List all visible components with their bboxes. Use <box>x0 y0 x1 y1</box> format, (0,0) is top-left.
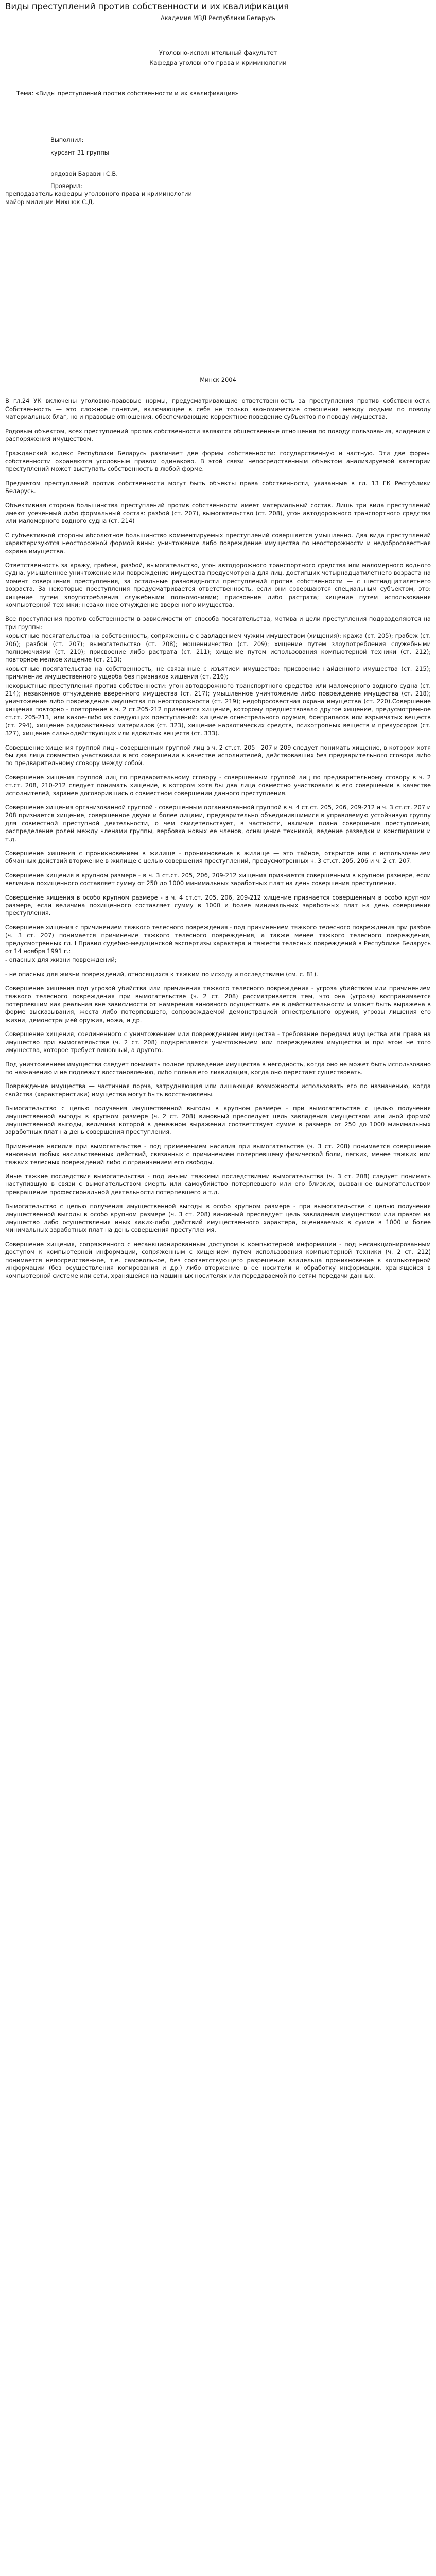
document-body <box>5 397 431 1280</box>
body-paragraph: Предметом преступлений против собственности могут быть объекты права собственности, указанные в гл. 13 ГК Республики Беларусь. <box>5 479 431 495</box>
body-paragraph: Совершение хищения, соединенного с уничтожением или повреждением имущества - требование передачи имущества или права на имущество при вымогательстве (ч. 2 ст. 208) подкрепляется уничтожением или повреждением имущества и при этом не того имущества, которое требует виновный, а другого. <box>5 1030 431 1054</box>
body-paragraph: Совершение хищения с причинением тяжкого телесного повреждения - под причинением тяжкого телесного повреждения при разбое (ч. 3 ст. 207) понимается причинение тяжкого телесного повреждения, а также менее тяжкого телесного повреждения, предусмотренных гл. I Правил судебно-медицинской экспертизы характера и тяжести телесных повреждений в Республике Беларусь от 14 ноября 1991 г.: <box>5 923 431 955</box>
checker-name: майор милиции Михнюк С.Д. <box>5 198 95 206</box>
body-paragraph: Совершение хищения с проникновением в жилище - проникновение в жилище — это тайное, открытое или с использованием обманных действий вторжение в жилище с целью совершения преступлений, предусмотренных ч. 3 ст.ст. 205, 206 и ч. 2 ст. 207. <box>5 849 431 865</box>
city-year: Минск 2004 <box>200 376 236 384</box>
body-paragraph: Под уничтожением имущества следует понимать полное приведение имущества в негодность, когда оно не может быть использовано по назначению и не подлежит восстановлению, либо полная его ликвидация, когда оно перестает существовать. <box>5 1060 431 1076</box>
body-paragraph: некорыстные преступления против собственности: угон автодорожного транспортного средства или маломерного водного судна (ст. 214); незаконное отчуждение вверенного имущества (ст. 217); умышленное уничтожение либо повреждение имущества (ст. 218); уничтожение либо повреждение имущества по неосторожности (ст. 219); недобросовестная охрана имущества (ст. 220).Совершение хищения повторно - повторение в ч. 2 ст.205-212 признается хищение, которому предшествовало другое хищение, предусмотренное ст.ст. 205-213, или какое-либо из следующих преступлений: хищение огнестрельного оружия, боеприпасов или взрывчатых веществ (ст. 294), хищение радиоактивных материалов (ст. 323), хищение наркотических средств, психотропных веществ и прекурсоров (ст. 327), хищение сильнодействующих или ядовитых веществ (ст. 333). <box>5 682 431 737</box>
body-paragraph: Иные тяжкие последствия вымогательства - под иными тяжкими последствиями вымогательства (ч. 3 ст. 208) следует понимать наступившую в связи с вымогательством смерть или самоубийство потерпевшего или его близких, вызванное вымогательством прекращение профессиональной деятельности потерпевшего и т.д. <box>5 1172 431 1196</box>
body-paragraph: Гражданский кодекс Республики Беларусь различает две формы собственности: государственную и частную. Эти две формы собственности охраняются уголовным правом одинаково. В этой связи непосредственным объектом анализируемой категории преступлений может выступать собственность в любой форме. <box>5 449 431 473</box>
body-paragraph: Совершение хищения организованной группой - совершенным организованной группой в ч. 4 ст.ст. 205, 206, 209-212 и ч. 3 ст.ст. 207 и 208 признается хищение, совершенное двумя и более лицами, предварительно объединившимися в управляемую устойчивую группу для совместной преступной деятельности, о чем свидетельствует, в частности, наличие плана совершения преступления, распределение ролей между членами группы, вербовка новых ее членов, оснащение техникой, ведение разведки и конспирации и т.д. <box>5 803 431 843</box>
checker-position: преподаватель кафедры уголовного права и криминологии <box>5 190 192 198</box>
body-paragraph: Применение насилия при вымогательстве - под применением насилия при вымогательстве (ч. 3 ст. 208) понимается совершение виновным любых насильственных действий, связанных с причинением потерпевшему физической боли, легких, менее тяжких или тяжких телесных повреждений либо с ограничением его свободы. <box>5 1142 431 1166</box>
body-paragraph: Родовым объектом, всех преступлений против собственности являются общественные отношения по поводу пользования, владения и распоряжения имуществом. <box>5 427 431 443</box>
faculty-name: Уголовно-исполнительный факультет <box>159 49 277 57</box>
body-paragraph: Повреждение имущества — частичная порча, затрудняющая или лишающая возможности использовать его по назначению, когда свойства (характеристики) имущества могут быть восстановлены. <box>5 1082 431 1098</box>
checked-label: Проверил: <box>50 182 83 190</box>
body-paragraph: корыстные посягательства на собственность, сопряженные с завладением чужим имуществом (хищения): кража (ст. 205); грабеж (ст. 206); разбой (ст. 207); вымогательство (ст. 208); мошенничество (ст. 209); хищение путем злоупотребления служебными полномочиями (ст. 210); присвоение либо растрата (ст. 211); хищение путем использования компьютерной техники (ст. 212); повторное мелкое хищение (ст. 213); <box>5 632 431 664</box>
body-paragraph: Ответственность за кражу, грабеж, разбой, вымогательство, угон автодорожного транспортного средства или маломерного водного судна, умышленное уничтожение или повреждение имущества предусмотрена для лиц, достигших четырнадцатилетнего возраста на момент совершения преступления, за остальные разновидности преступлений против собственности — с шестнадцатилетнего возраста. За некоторые преступления предусматривается ответственность, если они совершаются специальным субъектом, это: хищение путем злоупотребления служебными полномочиями; присвоение либо растрата; хищение путем использования компьютерной техники; незаконное отчуждение вверенного имущества. <box>5 561 431 608</box>
body-paragraph: корыстные посягательства на собственность, не связанные с изъятием имущества: присвоение найденного имущества (ст. 215); причинение имущественного ущерба без признаков хищения (ст. 216); <box>5 665 431 681</box>
body-paragraph: Совершение хищения в крупном размере - в ч. 3 ст.ст. 205, 206, 209-212 хищения признается совершенным в крупном размере, если величина похищенного составляет сумму от 250 до 1000 минимальных заработных плат на день совершения преступления. <box>5 871 431 887</box>
body-paragraph: Совершение хищения в особо крупном размере - в ч. 4 ст.ст. 205, 206, 209-212 хищение признается совершенным в особо крупном размере, если величина похищенного составляет сумму в 1000 и более минимальных заработных плат на день совершения преступления. <box>5 893 431 917</box>
performed-label: Выполнил: <box>50 135 84 143</box>
document-title: Виды преступлений против собственности и их квалификация <box>5 2 289 11</box>
body-paragraph: Объективная сторона большинства преступлений против собственности имеет материальный состав. Лишь три вида преступлений имеют усеченный либо формальный состав: разбой (ст. 207), вымогательство (ст. 208), угон автодорожного транспортного средства или маломерного водного судна (ст. 214) <box>5 501 431 525</box>
body-paragraph: Совершение хищения группой лиц по предварительному сговору - совершенным группой лиц по предварительному сговору в ч. 2 ст.ст. 208, 210-212 следует понимать хищение, в котором хотя бы два лица совместно участвовали в его совершении в качестве исполнителей, заранее договорившись о совместном совершении данного преступления. <box>5 773 431 797</box>
department-name: Кафедра уголовного права и криминологии <box>149 59 287 66</box>
body-paragraph: - не опасных для жизни повреждений, относящихся к тяжким по исходу и последствиям (см. с. 81). <box>5 970 318 978</box>
body-paragraph: Вымогательство с целью получения имущественной выгоды в особо крупном размере - при вымогательстве с целью получения имущественной выгоды в особо крупном размере (ч. 3 ст. 208) виновный преследует цель завладения имуществом или правом на имущество либо осуществления иных каких-либо действий имущественного характера, оцениваемых в сумме в 1000 и более минимальных заработных плат на день совершения преступления. <box>5 1202 431 1234</box>
performer-name: рядовой Баравин С.В. <box>50 170 118 178</box>
body-paragraph: С субъективной стороны абсолютное большинство комментируемых преступлений совершается умышленно. Два вида преступлений характеризуются неосторожной формой вины: уничтожение либо повреждение имущества по неосторожности и недобросовестная охрана имущества. <box>5 531 431 555</box>
topic-line: Тема: «Виды преступлений против собственности и их квалификация» <box>16 90 239 97</box>
body-paragraph: Совершение хищения группой лиц - совершенным группой лиц в ч. 2 ст.ст. 205—207 и 209 следует понимать хищение, в котором хотя бы два лица совместно участвовали в его совершении в качестве исполнителей, действовавших без предварительного сговора либо по предварительному сговору между собой. <box>5 743 431 767</box>
performer-group: курсант 31 группы <box>50 149 109 157</box>
body-paragraph: Совершение хищения, сопряженного с несанкционированным доступом к компьютерной информации - под несанкционированным доступом к компьютерной информации, сопряженным с хищением путем использования компьютерной техники (ч. 2 ст. 212) понимается непосредственное, т.е. самовольное, без соответствующего разрешения владельца проникновение к компьютерной информации (без осуществления копирования и др.) либо вторжение в ее носители и обработку информации, хранящейся в компьютерной системе или сети, хранящейся на машинных носителях или передаваемой по сетям передачи данных. <box>5 1240 431 1280</box>
body-paragraph: - опасных для жизни повреждений; <box>5 956 117 964</box>
academy-name: Академия МВД Республики Беларусь <box>160 14 276 22</box>
body-paragraph: В гл.24 УК включены уголовно-правовые нормы, предусматривающие ответственность за преступления против собственности. Собственность — это сложное понятие, включающее в себя не только экономические отношения между людьми по поводу материальных благ, но и правовые отношения, обеспечивающие корректное поведение субъектов по поводу имущества. <box>5 397 431 421</box>
body-paragraph: Вымогательство с целью получения имущественной выгоды в крупном размере - при вымогательстве с целью получения имущественной выгоды в крупном размере (ч. 2 ст. 208) виновный преследует цель завладения имуществом или иной формой имущественной выгоды, величина которой в денежном выражении соответствует сумме в размере от 250 до 1000 минимальных заработных плат на день совершения преступления. <box>5 1105 431 1136</box>
body-paragraph: Все преступления против собственности в зависимости от способа посягательства, мотива и цели преступления подразделяются на три группы: <box>5 615 431 631</box>
body-paragraph: Совершение хищения под угрозой убийства или причинения тяжкого телесного повреждения - угроза убийством или причинением тяжкого телесного повреждения при вымогательстве (ч. 2 ст. 208) рассматривается тем, что она (угроза) воспринимается потерпевшим как реальная вне зависимости от намерения виновного осуществить ее в действительности и может быть выражена в форме высказывания, жеста либо потерпевшего, сопровождаемой демонстрацией огнестрельного оружия, угрозы лишения его жизни, демонстрацией оружия, ножа, и др. <box>5 985 431 1024</box>
